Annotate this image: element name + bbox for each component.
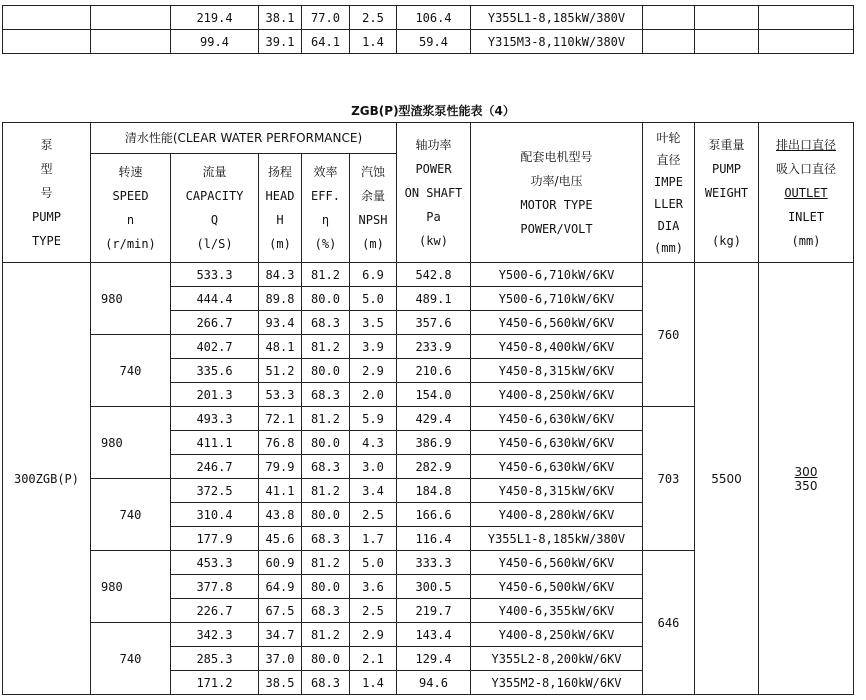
cell-h: 79.9 [259,455,302,479]
cell-q: 201.3 [171,383,259,407]
cell-h: 93.4 [259,311,302,335]
cell-h: 84.3 [259,263,302,287]
speed-cell: 980 [91,263,171,335]
cell-eff: 68.3 [302,383,350,407]
cell-eff: 64.1 [302,30,350,54]
cell-p: 116.4 [397,527,471,551]
cell-npsh: 2.5 [350,599,397,623]
cell-q: 402.7 [171,335,259,359]
cell-p: 210.6 [397,359,471,383]
header-npsh: 汽蚀 余量 NPSH (m) [350,154,397,263]
cell-npsh: 2.9 [350,623,397,647]
cell-motor: Y355L2-8,200kW/6KV [471,647,643,671]
cell-p: 94.6 [397,671,471,695]
cell-h: 37.0 [259,647,302,671]
cell-npsh: 1.4 [350,671,397,695]
cell-eff: 80.0 [302,647,350,671]
cell-motor: Y450-8,400kW/6KV [471,335,643,359]
cell-motor: Y450-8,315kW/6KV [471,479,643,503]
cell-eff: 81.2 [302,479,350,503]
cell-motor: Y355M2-8,160kW/6KV [471,671,643,695]
cell-q: 533.3 [171,263,259,287]
cell-p: 106.4 [397,6,471,30]
impeller-cell: 760 [643,263,695,407]
empty-cell [643,6,695,30]
cell-p: 429.4 [397,407,471,431]
empty-cell [759,6,854,30]
empty-cell [3,6,91,30]
cell-q: 493.3 [171,407,259,431]
cell-eff: 80.0 [302,431,350,455]
empty-cell [695,6,759,30]
cell-h: 34.7 [259,623,302,647]
cell-q: 377.8 [171,575,259,599]
header-capacity: 流量 CAPACITY Q (l/S) [171,154,259,263]
cell-h: 76.8 [259,431,302,455]
cell-p: 184.8 [397,479,471,503]
cell-h: 45.6 [259,527,302,551]
cell-motor: Y400-6,355kW/6KV [471,599,643,623]
speed-cell: 740 [91,335,171,407]
header-shaft-power: 轴功率 POWER ON SHAFT Pa (kw) [397,123,471,263]
cell-eff: 81.2 [302,551,350,575]
cell-npsh: 5.0 [350,551,397,575]
cell-p: 143.4 [397,623,471,647]
empty-cell [91,30,171,54]
cell-q: 177.9 [171,527,259,551]
cell-h: 41.1 [259,479,302,503]
cell-motor: Y450-6,500kW/6KV [471,575,643,599]
cell-q: 99.4 [171,30,259,54]
cell-motor: Y400-8,280kW/6KV [471,503,643,527]
cell-motor: Y450-6,630kW/6KV [471,431,643,455]
cell-h: 51.2 [259,359,302,383]
cell-h: 39.1 [259,30,302,54]
impeller-cell: 646 [643,551,695,695]
table-title: ZGB(P)型渣浆泵性能表（4） [351,104,515,118]
cell-q: 219.4 [171,6,259,30]
cell-npsh: 2.1 [350,647,397,671]
cell-motor: Y450-6,560kW/6KV [471,311,643,335]
cell-eff: 68.3 [302,527,350,551]
cell-npsh: 2.5 [350,503,397,527]
cell-q: 171.2 [171,671,259,695]
inlet-value: 350 [794,478,818,493]
empty-cell [759,30,854,54]
cell-npsh: 2.0 [350,383,397,407]
cell-motor: Y500-6,710kW/6KV [471,263,643,287]
cell-npsh: 3.4 [350,479,397,503]
table-row [3,6,854,30]
performance-table [2,122,854,695]
cell-p: 129.4 [397,647,471,671]
cell-p: 282.9 [397,455,471,479]
cell-q: 342.3 [171,623,259,647]
table-row [3,30,854,54]
cell-h: 48.1 [259,335,302,359]
cell-p: 154.0 [397,383,471,407]
cell-p: 233.9 [397,335,471,359]
speed-cell: 980 [91,551,171,623]
cell-motor: Y450-6,560kW/6KV [471,551,643,575]
cell-eff: 68.3 [302,455,350,479]
cell-motor: Y500-6,710kW/6KV [471,287,643,311]
cell-motor: Y315M3-8,110kW/380V [471,30,643,54]
cell-h: 67.5 [259,599,302,623]
cell-npsh: 3.0 [350,455,397,479]
cell-p: 489.1 [397,287,471,311]
weight-cell: 5500 [695,263,759,695]
speed-cell: 740 [91,623,171,695]
cell-motor: Y400-8,250kW/6KV [471,623,643,647]
pump-type-cell: 300ZGB(P) [3,263,91,695]
cell-eff: 80.0 [302,575,350,599]
cell-p: 542.8 [397,263,471,287]
cell-npsh: 2.5 [350,6,397,30]
cell-h: 38.5 [259,671,302,695]
header-pump-type: 泵 型 号 PUMP TYPE [3,123,91,263]
outlet-value: 300 [794,464,818,479]
header-motor: 配套电机型号 功率/电压 MOTOR TYPE POWER/VOLT [471,123,643,263]
cell-h: 38.1 [259,6,302,30]
cell-npsh: 2.9 [350,359,397,383]
header-outlet-inlet: 排出口直径 吸入口直径 OUTLET INLET (mm) [759,123,854,263]
cell-p: 357.6 [397,311,471,335]
cell-npsh: 4.3 [350,431,397,455]
header-speed: 转速 SPEED n (r/min) [91,154,171,263]
cell-q: 453.3 [171,551,259,575]
header-impeller: 叶轮 直径 IMPE LLER DIA (mm) [643,123,695,263]
previous-table-fragment [2,5,854,54]
cell-npsh: 3.9 [350,335,397,359]
cell-q: 411.1 [171,431,259,455]
cell-p: 300.5 [397,575,471,599]
cell-h: 60.9 [259,551,302,575]
header-efficiency: 效率 EFF. η (%) [302,154,350,263]
impeller-cell: 703 [643,407,695,551]
speed-cell: 740 [91,479,171,551]
empty-cell [3,30,91,54]
cell-h: 43.8 [259,503,302,527]
cell-eff: 77.0 [302,6,350,30]
header-head: 扬程 HEAD H (m) [259,154,302,263]
table-row [3,263,854,287]
cell-h: 89.8 [259,287,302,311]
empty-cell [91,6,171,30]
empty-cell [695,30,759,54]
cell-npsh: 3.5 [350,311,397,335]
cell-p: 219.7 [397,599,471,623]
cell-q: 285.3 [171,647,259,671]
cell-q: 310.4 [171,503,259,527]
cell-eff: 81.2 [302,335,350,359]
header-weight: 泵重量 PUMP WEIGHT (kg) [695,123,759,263]
cell-p: 386.9 [397,431,471,455]
cell-npsh: 5.0 [350,287,397,311]
cell-eff: 80.0 [302,287,350,311]
cell-eff: 81.2 [302,263,350,287]
header-clear-water: 清水性能(CLEAR WATER PERFORMANCE) [91,123,397,154]
cell-motor: Y355L1-8,185kW/380V [471,527,643,551]
cell-npsh: 3.6 [350,575,397,599]
outlet-inlet-cell [759,263,854,695]
cell-h: 53.3 [259,383,302,407]
cell-motor: Y450-6,630kW/6KV [471,455,643,479]
cell-motor: Y450-6,630kW/6KV [471,407,643,431]
empty-cell [643,30,695,54]
cell-eff: 80.0 [302,503,350,527]
cell-motor: Y400-8,250kW/6KV [471,383,643,407]
cell-npsh: 1.7 [350,527,397,551]
cell-q: 372.5 [171,479,259,503]
cell-eff: 68.3 [302,599,350,623]
cell-q: 444.4 [171,287,259,311]
speed-cell: 980 [91,407,171,479]
cell-q: 226.7 [171,599,259,623]
cell-q: 246.7 [171,455,259,479]
cell-eff: 80.0 [302,359,350,383]
cell-p: 333.3 [397,551,471,575]
cell-npsh: 6.9 [350,263,397,287]
cell-motor: Y450-8,315kW/6KV [471,359,643,383]
cell-p: 59.4 [397,30,471,54]
cell-eff: 81.2 [302,407,350,431]
cell-npsh: 5.9 [350,407,397,431]
cell-q: 335.6 [171,359,259,383]
cell-h: 72.1 [259,407,302,431]
cell-motor: Y355L1-8,185kW/380V [471,6,643,30]
cell-eff: 68.3 [302,311,350,335]
cell-p: 166.6 [397,503,471,527]
cell-eff: 68.3 [302,671,350,695]
cell-q: 266.7 [171,311,259,335]
cell-h: 64.9 [259,575,302,599]
cell-npsh: 1.4 [350,30,397,54]
cell-eff: 81.2 [302,623,350,647]
